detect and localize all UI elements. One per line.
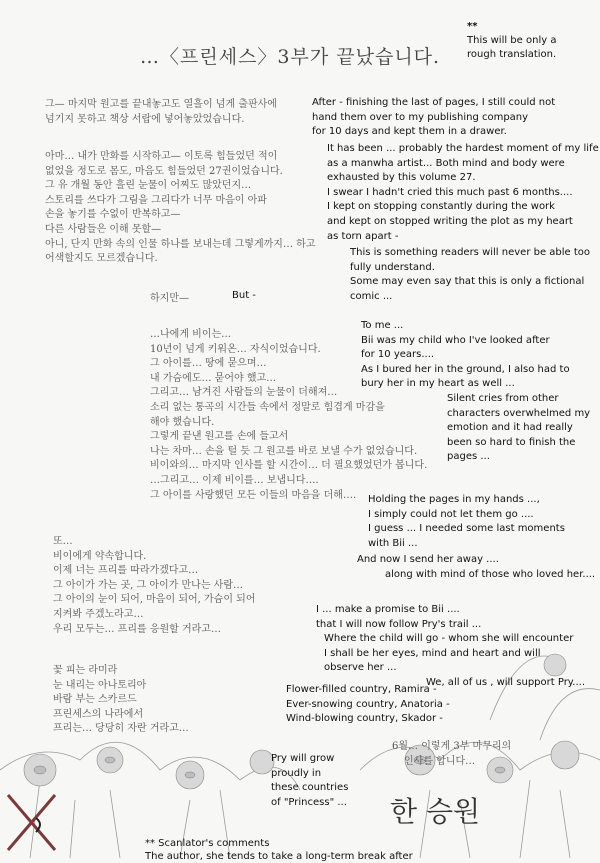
- english-line: fully understand.: [350, 261, 435, 273]
- english-paragraph-6: [368, 493, 565, 551]
- english-line: hand them over to my publishing company: [312, 111, 529, 123]
- english-line: and kept on stopped writing the plot as my heart: [327, 215, 573, 227]
- english-line: I shall be her eyes, mind and heart and will: [324, 647, 541, 659]
- english-line: as torn apart -: [327, 230, 399, 242]
- english-line: Wind-blowing country, Skador -: [286, 713, 443, 725]
- english-line: Ever-snowing country, Anatoria -: [286, 698, 450, 710]
- english-paragraph-4: [361, 319, 570, 392]
- korean-line: 우리 모두는… 프리를 응원할 거라고…: [53, 623, 221, 635]
- korean-line: 그렇게 끝낸 원고를 손에 들고서: [150, 431, 289, 443]
- korean-line: 스토리를 쓰다가 그림을 그리다가 너무 마음이 아파: [45, 194, 267, 206]
- english-line: This is something readers will never be able too: [350, 247, 591, 258]
- korean-line: 비이와의… 마지막 인사를 할 시간이… 더 필요했었던가 봅니다.: [150, 460, 428, 472]
- korean-line: 프린세스의 나라에서: [53, 708, 144, 720]
- english-paragraph-10: [271, 752, 348, 810]
- translator-note: [467, 20, 597, 62]
- english-line: as a manwha artist... Both mind and body were: [327, 157, 565, 169]
- english-line: these countries: [271, 782, 349, 794]
- korean-line: 눈 내리는 아나토리아: [53, 679, 147, 691]
- korean-closing: [392, 740, 511, 769]
- english-line: Some may even say that this is only a fictional: [350, 276, 585, 288]
- english-line: for 10 days and kept them in a drawer.: [312, 126, 507, 138]
- english-line: After - finishing the last of pages, I still could not: [312, 97, 556, 108]
- note-stars: **: [467, 21, 478, 32]
- english-paragraph-1: [312, 96, 555, 140]
- korean-line: 하지만—: [150, 293, 189, 304]
- korean-line: 그리고… 남겨진 사람들의 눈물이 더해져…: [150, 387, 338, 399]
- korean-line: 소리 없는 통곡의 시간들 속에서 정말로 힘겹게 마감을: [150, 401, 385, 413]
- korean-line: 지켜봐 주겠노라고…: [53, 608, 144, 620]
- english-paragraph-3: [350, 246, 590, 304]
- english-line: characters overwhelmed my: [447, 407, 591, 419]
- english-line: bury her in my heart as well ...: [361, 378, 515, 390]
- note-line: rough translation.: [467, 49, 557, 60]
- english-line: Holding the pages in my hands ...,: [368, 494, 540, 505]
- english-line: pages ...: [447, 451, 490, 463]
- korean-line: 그 아이를 사랑했던 모든 이들의 마음을 더해….: [150, 489, 357, 501]
- korean-line: 또…: [53, 536, 73, 547]
- scanlator-comments: [145, 837, 445, 863]
- korean-paragraph-5: [53, 664, 189, 737]
- english-paragraph-9: [286, 683, 450, 727]
- english-line: Where the child will go - whom she will encounter: [324, 633, 574, 645]
- author-signature: 한 승원: [390, 795, 481, 828]
- korean-line: …나에게 비이는…: [150, 329, 232, 340]
- footer-line: The author, she tends to take a long-term break after: [145, 851, 413, 862]
- english-line: observe her ...: [324, 662, 397, 674]
- korean-line: 없었을 정도로 몸도, 마음도 힘들었던 27권이었습니다.: [45, 165, 283, 177]
- english-line: Bii was my child who I've looked after: [361, 334, 550, 346]
- footer-line: ** Scanlator's comments: [145, 838, 270, 849]
- korean-line: 꽃 피는 라미라: [53, 665, 118, 676]
- korean-line: 그 아이의 눈이 되어, 마음이 되어, 가슴이 되어: [53, 594, 256, 606]
- korean-line: 다른 사람들은 이해 못할—: [45, 223, 162, 235]
- english-line: of "Princess" ...: [271, 796, 347, 808]
- korean-line: 인사를 합니다…: [404, 755, 476, 767]
- english-line: Pry will grow: [271, 753, 335, 764]
- english-line: comic ...: [350, 290, 393, 302]
- english-paragraph-8: [316, 603, 585, 691]
- english-line: We, all of us , will support Pry....: [426, 676, 586, 688]
- english-line: To me ...: [361, 320, 404, 331]
- korean-line: 해야 했습니다.: [150, 416, 215, 428]
- note-line: This will be only a: [467, 35, 557, 46]
- korean-line: 10년이 넘게 키워온… 자식이었습니다.: [150, 343, 321, 355]
- korean-line: 그 아이가 가는 곳, 그 아이가 만나는 사람…: [53, 579, 243, 591]
- korean-line: 바람 부는 스카르드: [53, 694, 137, 706]
- korean-line: 아니, 단지 만화 속의 인물 하나를 보내는데 그렇게까지… 하고: [45, 238, 316, 250]
- english-line: But -: [232, 290, 256, 301]
- english-line: As I bured her in the ground, I also had to: [361, 363, 570, 375]
- korean-line: …그리고… 이제 비이를… 보냅니다….: [150, 474, 319, 486]
- english-line: I simply could not let them go ....: [368, 508, 534, 520]
- page-title: …〈프린세스〉3부가 끝났습니다.: [140, 46, 441, 68]
- english-line: been so hard to finish the: [447, 436, 576, 448]
- english-but: [232, 289, 256, 304]
- korean-line: 비이에게 약속합니다.: [53, 550, 147, 562]
- english-line: for 10 years....: [361, 349, 435, 361]
- korean-line: 나는 차마… 손을 털 듯 그 원고를 바로 보낼 수가 없었습니다.: [150, 445, 418, 457]
- korean-line: 그— 마지막 원고를 끝내놓고도 열흘이 넘게 출판사에: [45, 99, 277, 110]
- korean-paragraph-1: [45, 98, 277, 127]
- english-line: Silent cries from other: [447, 393, 559, 404]
- english-line: I swear I hadn't cried this much past 6 months....: [327, 186, 573, 198]
- english-paragraph-7: [357, 553, 595, 582]
- korean-line: 6월… 이렇게 3부 마무리의: [392, 741, 512, 752]
- english-line: exhausted by this volume 27.: [327, 172, 476, 184]
- english-line: along with mind of those who loved her....: [385, 568, 596, 580]
- english-line: I ... make a promise to Bii ....: [316, 604, 460, 615]
- korean-line: 어색할지도 모르겠습니다.: [45, 253, 158, 265]
- korean-line: 프리는… 당당히 자란 거라고…: [53, 723, 189, 735]
- english-line: emotion and it had really: [447, 422, 573, 434]
- korean-line: 손을 놓기를 수없이 반복하고—: [45, 209, 181, 221]
- korean-paragraph-2: [45, 150, 315, 267]
- english-line: It has been ... probably the hardest moment of my life: [327, 143, 599, 154]
- korean-line: 아마… 내가 만화를 시작하고— 이토록 힘들었던 적이: [45, 151, 278, 162]
- korean-but: [150, 292, 189, 307]
- english-line: that I will now follow Pry's trail ...: [316, 618, 482, 630]
- korean-line: 그 유 개월 동안 흘린 눈물이 어찌도 많았던지…: [45, 180, 252, 192]
- english-paragraph-2: [327, 142, 599, 244]
- english-line: proudly in: [271, 767, 322, 779]
- korean-line: 이제 너는 프리를 따라가겠다고…: [53, 565, 199, 577]
- english-line: I kept on stopping constantly during the work: [327, 201, 555, 213]
- korean-line: 내 가슴에도… 묻어야 했고…: [150, 372, 277, 384]
- english-line: Flower-filled country, Ramira -: [286, 684, 437, 695]
- korean-line: 넘기지 못하고 책상 서랍에 넣어놓았었습니다.: [45, 113, 245, 125]
- korean-line: 그 아이를… 땅에 묻으며…: [150, 358, 267, 370]
- korean-paragraph-4: [53, 535, 256, 637]
- english-paragraph-5: [447, 392, 590, 465]
- english-line: with Bii ...: [368, 537, 418, 549]
- english-line: And now I send her away ....: [357, 554, 499, 565]
- english-line: I guess ... I needed some last moments: [368, 523, 565, 535]
